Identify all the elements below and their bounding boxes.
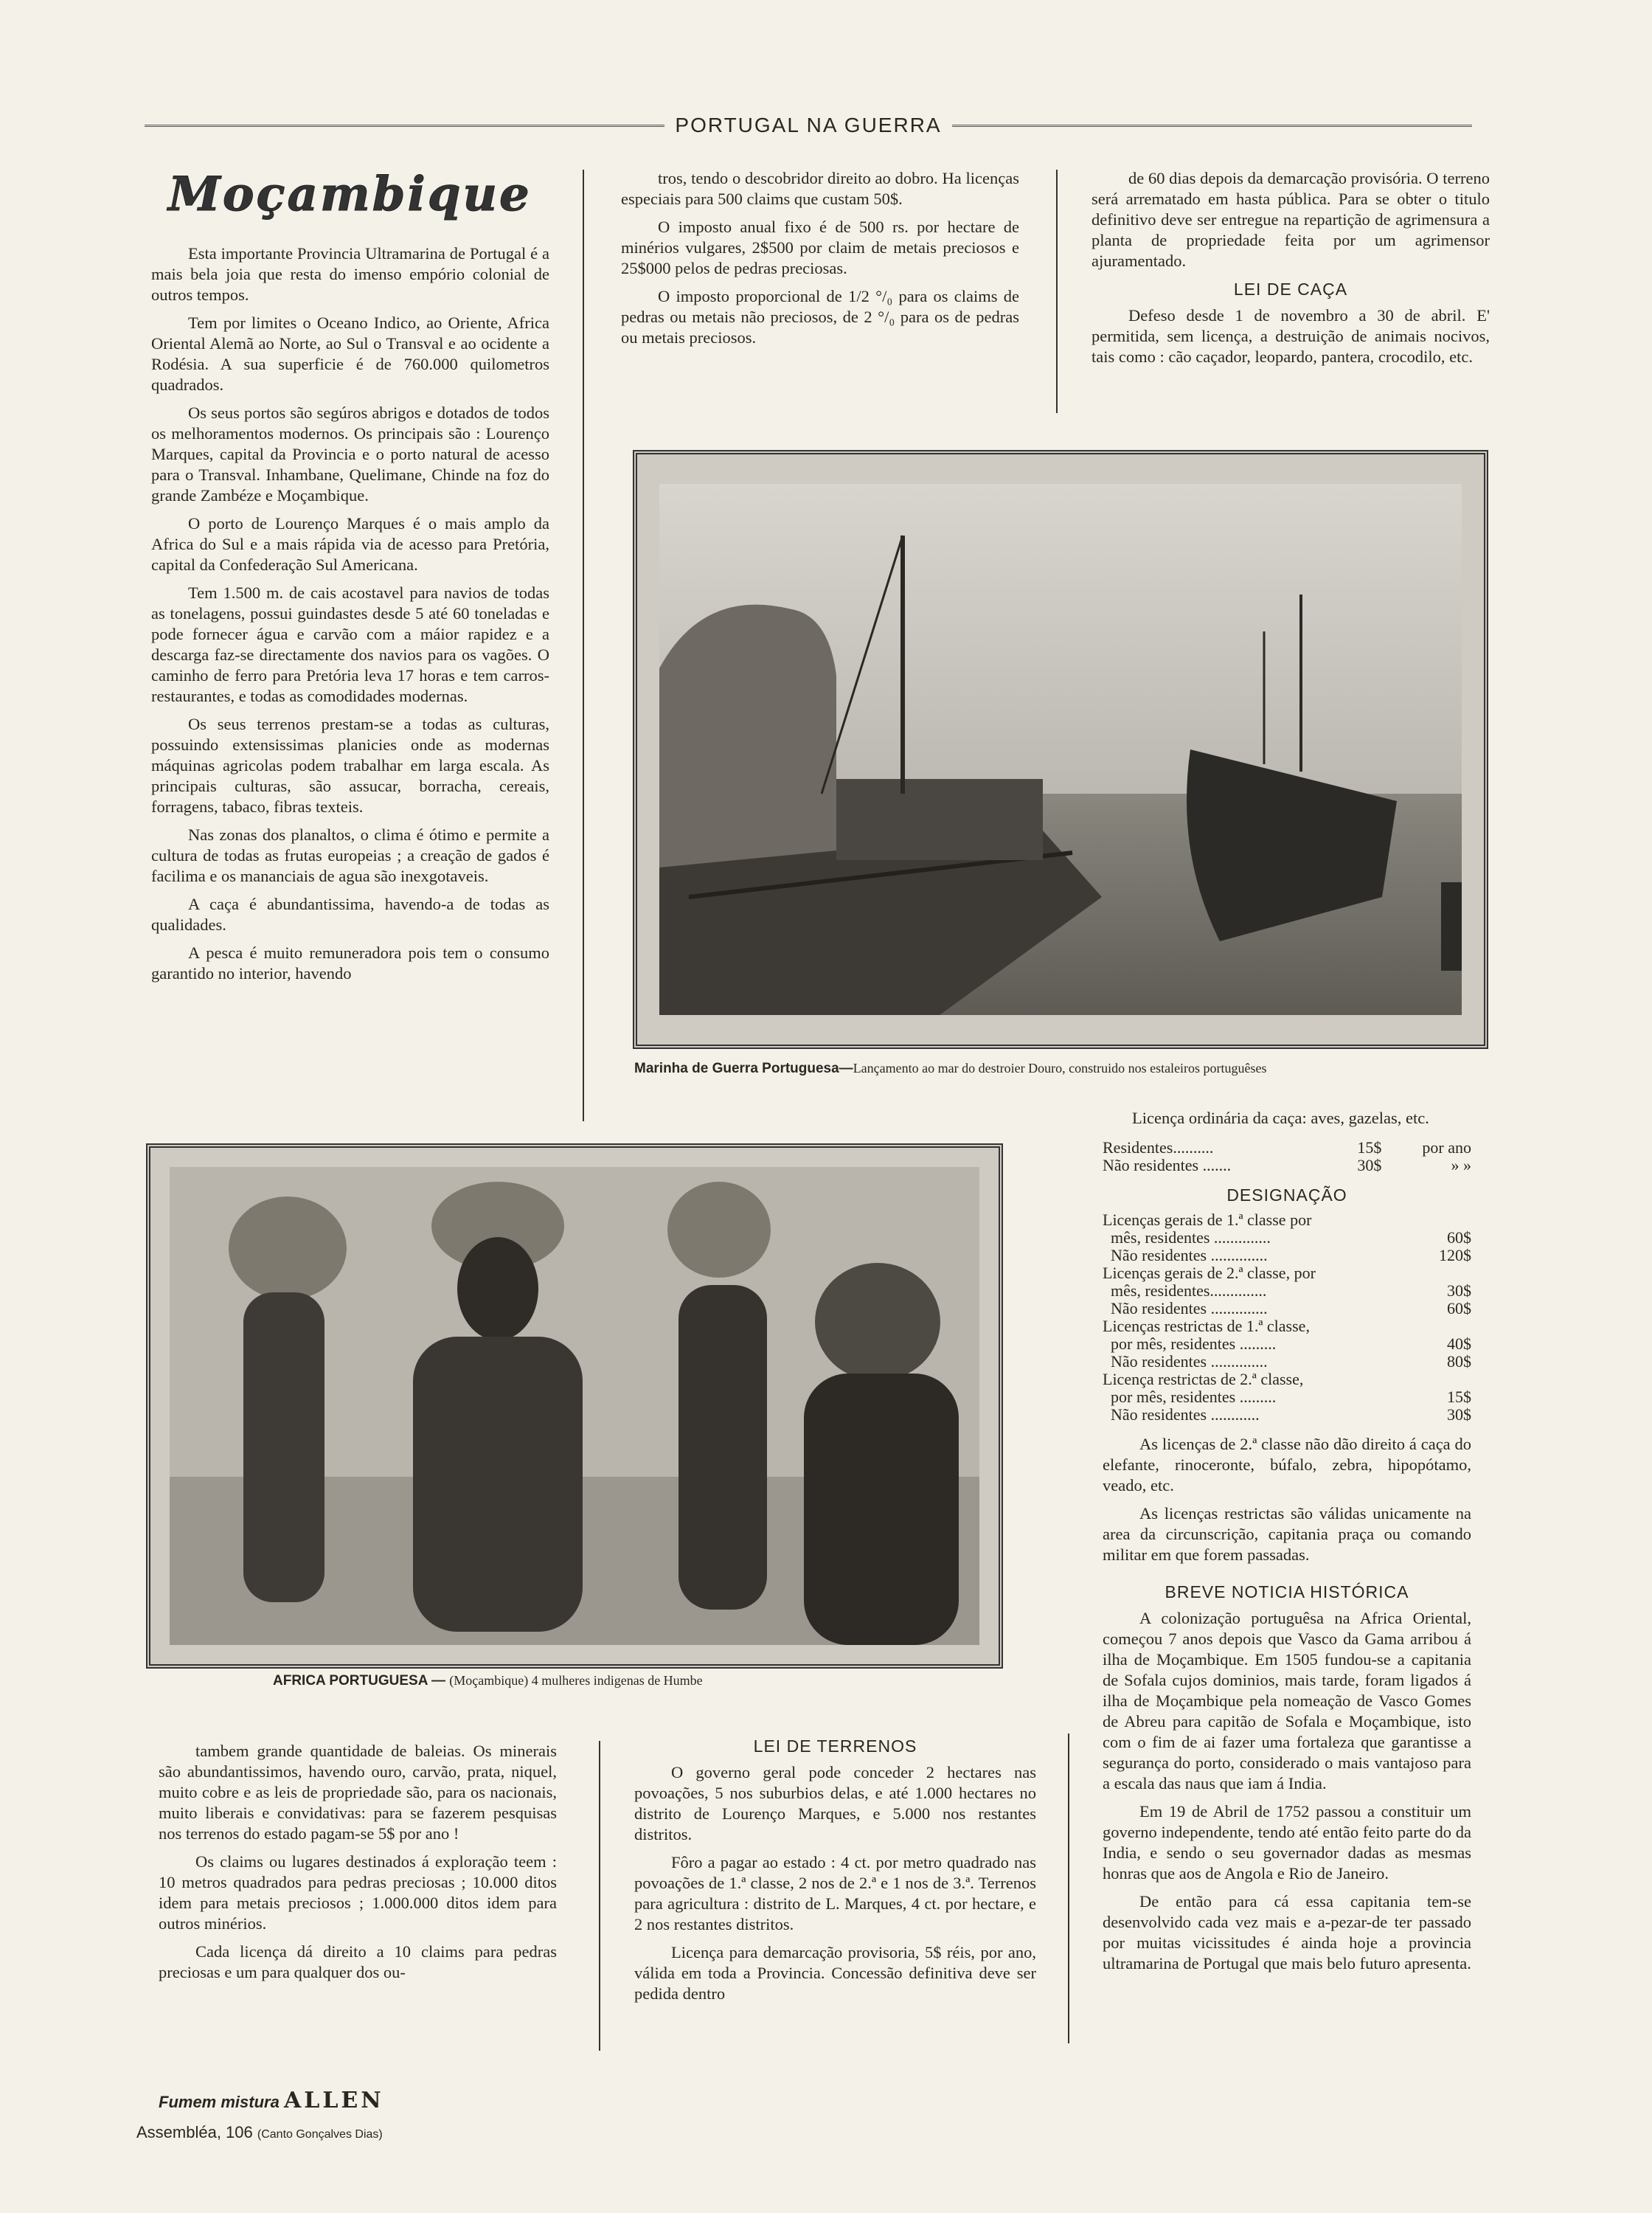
fee-label: Não residentes .............. (1103, 1246, 1268, 1264)
footer-address-note: (Canto Gonçalves Dias) (257, 2128, 383, 2141)
fee-value: 30$ (1447, 1281, 1471, 1300)
fee-value: 15$ (1447, 1388, 1471, 1406)
lei-caca-title: LEI DE CAÇA (1233, 280, 1348, 299)
lei-caca-text: Defeso desde 1 de novembro a 30 de abril. E' permitida, sem licença, a destruição de animais nocivos, tais como : cão caçador, leopardo, pantera, crocodilo, etc. (1092, 306, 1490, 366)
column-divider (599, 1741, 600, 2051)
fee-value (1423, 1317, 1471, 1335)
women-photo-frame (146, 1143, 1003, 1669)
paragraph: Licença para demarcação provisoria, 5$ réis, por ano, válida em toda a Provincia. Concessão definitiva deve ser pedida dentro (634, 1943, 1036, 2003)
fee-label: por mês, residentes ......... (1103, 1388, 1277, 1406)
footer-advert (159, 2088, 384, 2113)
lei-terrenos-title: LEI DE TERRENOS (753, 1736, 917, 1756)
ship-caption-text: Lançamento ao mar do destroier Douro, construido nos estaleiros portuguêses (853, 1061, 1267, 1076)
paragraph: O imposto anual fixo é de 500 rs. por hectare de minérios vulgares, 2$500 por claim de metais preciosos e 25$000 pelos de pedras preciosas. (621, 218, 1019, 277)
fee-label: Licenças gerais de 2.ª classe, por (1103, 1264, 1316, 1282)
article-masthead: Moçambique (168, 167, 532, 222)
women-caption-bold: AFRICA PORTUGUESA — (273, 1673, 450, 1689)
bottom-middle-column (634, 1730, 1036, 2012)
paragraph: De então para cá essa capitania tem-se desenvolvido cada vez mais e a-pezar-de ter passado por muitas vicissitudes é ainda hoje a provincia ultramarina de Portugal que mais belo futuro apresenta. (1103, 1892, 1471, 1973)
paragraph: Os seus portos são segúros abrigos e dotados de todos os melhoramentos modernos. Os principais são : Lourenço Marques, capital da Provincia e o porto natural de acesso para o Transval. Inhambane, Quelimane, Chinde na foz do grande Zambéze e Moçambique. (151, 404, 549, 505)
fee-label: mês, residentes.............. (1103, 1281, 1267, 1300)
fee-value: 30$ (1357, 1156, 1382, 1174)
column-divider (1068, 1734, 1069, 2043)
fee-label: Licenças restrictas de 1.ª classe, (1103, 1317, 1310, 1335)
fee-note: » » (1451, 1156, 1471, 1174)
ship-launch-photo (659, 484, 1462, 1015)
bottom-left-column (159, 1741, 557, 1990)
header-rule-right (952, 125, 1472, 127)
women-caption-text: (Moçambique) 4 mulheres indigenas de Humbe (449, 1673, 703, 1688)
ordinary-license-table (1103, 1139, 1471, 1174)
ship-photo-frame (633, 450, 1488, 1049)
licenca-ordinaria: Licença ordinária da caça: aves, gazelas, etc. (1132, 1109, 1429, 1127)
paragraph: de 60 dias depois da demarcação provisória. O terreno será arrematado em hasta pública. Para se obter o titulo definitivo deve ser entregue na repartição de agrimensura a planta de propriedade feita por um agrimensor ajuramentado. (1092, 169, 1490, 270)
fee-value: 40$ (1447, 1334, 1471, 1353)
fee-value (1423, 1371, 1471, 1388)
ship-caption-bold: Marinha de Guerra Portuguesa— (634, 1061, 853, 1076)
fee-value: 60$ (1447, 1228, 1471, 1247)
paragraph: tambem grande quantidade de baleias. Os minerais são abundantissimos, havendo ouro, carvão, prata, niquel, muito cobre e as leis de propriedade são, para os nacionais, muito liberais e convidativas: para se fazerem pesquisas nos terrenos do estado pagam-se 5$ por ano ! (159, 1742, 557, 1843)
column-2 (621, 168, 1019, 356)
page-header (145, 111, 1472, 140)
breve-noticia-title: BREVE NOTICIA HISTÓRICA (1165, 1582, 1409, 1601)
fee-row (1103, 1371, 1471, 1388)
footer-brand: ALLEN (283, 2088, 384, 2113)
women-of-humbe-photo (170, 1167, 979, 1645)
fee-row (1103, 1247, 1471, 1264)
women-photo-caption (273, 1673, 937, 1689)
fee-row (1103, 1211, 1471, 1229)
fee-label: mês, residentes .............. (1103, 1228, 1271, 1247)
fee-row (1103, 1335, 1471, 1353)
fee-label: Não residentes .............. (1103, 1299, 1268, 1317)
paragraph: A colonização portuguêsa na Africa Oriental, começou 7 anos depois que Vasco da Gama arribou á ilha de Moçambique. Em 1505 fundou-se a capitania de Sofala cujos dominios, mais tarde, foram ligados á ilha de Moçambique pela nomeação de Vasco Gomes de Abreu para capitão de Sofala e Moçambique, isto com o fim de ai fazer uma fortaleza que garantisse a segurança do porto, considerado o mais vantajoso para a escala das naus que iam á India. (1103, 1609, 1471, 1793)
paragraph: A pesca é muito remuneradora pois tem o consumo garantido no interior, havendo (151, 943, 549, 983)
paragraph: Em 19 de Abril de 1752 passou a constituir um governo independente, tendo até então feito parte do da India, e sendo o seu governador dadas as mesmas honras que aos de Angola e Rio de Janeiro. (1103, 1802, 1471, 1883)
fee-label: Não residentes ............ (1103, 1405, 1260, 1424)
column-divider (583, 170, 584, 1121)
fee-row (1103, 1388, 1471, 1406)
paragraph: A caça é abundantissima, havendo-a de todas as qualidades. (151, 895, 549, 934)
fee-value: 15$ (1357, 1138, 1382, 1157)
fee-label: por mês, residentes ......... (1103, 1334, 1277, 1353)
fee-note: por ano (1422, 1138, 1471, 1157)
fee-label: Não residentes .............. (1103, 1352, 1268, 1371)
fee-row (1103, 1229, 1471, 1247)
hunting-fees-column (1103, 1108, 1471, 1981)
paragraph: Tem por limites o Oceano Indico, ao Oriente, Africa Oriental Alemã ao Norte, ao Sul o Transval e ao ocidente a Rodésia. A sua superficie é de 760.000 quilometros quadrados. (151, 314, 549, 394)
paragraph: O imposto proporcional de 1/2 °/₀ para os claims de pedras ou metais não preciosos, de 2 °/₀ para os de pedras ou metais preciosos. (621, 287, 1019, 347)
paragraph: Tem 1.500 m. de cais acostavel para navios de todas as tonelagens, possui guindastes desde 5 até 60 toneladas e pode fornecer água e carvão com a máior rapidez e a descarga faz-se directamente dos navios para os vagões. O caminho de ferro para Pretória leva 17 horas e tem carros-restaurantes, e todas as comodidades modernas. (151, 583, 549, 705)
footer-address (136, 2123, 383, 2142)
header-title: PORTUGAL NA GUERRA (675, 114, 942, 136)
footer-tagline: Fumem mistura (159, 2093, 280, 2111)
ship-photo-caption (634, 1061, 1490, 1077)
paragraph: As licenças de 2.ª classe não dão direito á caça do elefante, rinoceronte, búfalo, zebra, hipopótamo, veado, etc. (1103, 1435, 1471, 1495)
column-divider (1056, 170, 1058, 413)
column-1 (151, 243, 549, 991)
fee-row (1103, 1157, 1471, 1174)
header-rule-left (145, 125, 664, 127)
designacao-title: DESIGNAÇÃO (1226, 1185, 1347, 1205)
fee-row (1103, 1406, 1471, 1424)
fee-row (1103, 1317, 1471, 1335)
paragraph: Esta importante Provincia Ultramarina de Portugal é a mais bela joia que resta do imenso empório colonial de outros tempos. (151, 244, 549, 304)
paragraph: Os seus terrenos prestam-se a todas as culturas, possuindo extensissimas planicies onde as modernas máquinas agricolas podem trabalhar em larga escala. As principais culturas, são assucar, borracha, cereais, forragens, tabaco, fibras texteis. (151, 715, 549, 816)
fee-row (1103, 1300, 1471, 1317)
fee-value (1423, 1264, 1471, 1282)
fee-row (1103, 1264, 1471, 1282)
fee-value: 60$ (1447, 1299, 1471, 1317)
paragraph: Nas zonas dos planaltos, o clima é ótimo e permite a cultura de todas as frutas europeias ; a creação de gados é facilima e os mananciais de agua são inexgotaveis. (151, 825, 549, 885)
paragraph: tros, tendo o descobridor direito ao dobro. Ha licenças especiais para 500 claims que custam 50$. (621, 169, 1019, 208)
fee-label: Residentes.......... (1103, 1138, 1214, 1157)
paragraph: As licenças restrictas são válidas unicamente na area da circunscrição, capitania praça ou comando militar em que forem passadas. (1103, 1504, 1471, 1564)
fee-row (1103, 1282, 1471, 1300)
footer-address-line: Assembléa, 106 (136, 2123, 253, 2141)
paragraph: O governo geral pode conceder 2 hectares nas povoações, 5 nos suburbios delas, e até 1.000 hectares no distrito de Lourenço Marques, e 5.000 nos restantes distritos. (634, 1763, 1036, 1843)
fee-value (1423, 1211, 1471, 1229)
paragraph: Fôro a pagar ao estado : 4 ct. por metro quadrado nas povoações de 1.ª classe, 2 nos de 2.ª e 1 nos de 3.ª. Terrenos para agricultura : distrito de L. Marques, 4 ct. por hectare, e 2 nos restantes distritos. (634, 1853, 1036, 1933)
fee-value: 120$ (1439, 1246, 1471, 1264)
fee-value: 30$ (1447, 1405, 1471, 1424)
fee-label: Não residentes ....... (1103, 1156, 1232, 1174)
paragraph: Os claims ou lugares destinados á exploração teem : 10 metros quadrados para pedras preciosas ; 10.000 ditos idem para metais preciosos ; 1.000.000 ditos idem para outros minérios. (159, 1852, 557, 1933)
paragraph: O porto de Lourenço Marques é o mais amplo da Africa do Sul e a mais rápida via de acesso para Pretória, capital da Confederação Sul Americana. (151, 514, 549, 574)
fee-row (1103, 1353, 1471, 1371)
fee-value: 80$ (1447, 1352, 1471, 1371)
fee-label: Licença restrictas de 2.ª classe, (1103, 1370, 1304, 1388)
license-designation-table (1103, 1211, 1471, 1424)
column-3 (1092, 168, 1490, 375)
fee-label: Licenças gerais de 1.ª classe por (1103, 1211, 1312, 1229)
fee-row (1103, 1139, 1471, 1157)
paragraph: Cada licença dá direito a 10 claims para pedras preciosas e um para qualquer dos ou- (159, 1942, 557, 1981)
